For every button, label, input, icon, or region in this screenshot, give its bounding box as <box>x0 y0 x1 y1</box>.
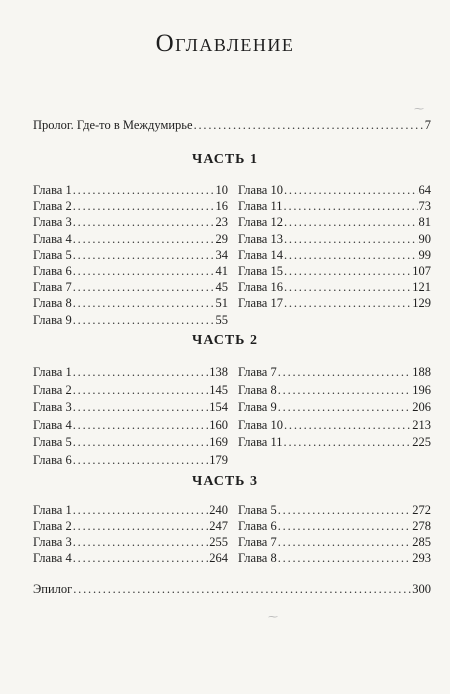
paper-mark: ⁓ <box>414 104 424 115</box>
entry-label: Глава 7 <box>238 535 277 549</box>
toc-entry[interactable] <box>33 502 228 519</box>
entry-page: 196 <box>412 382 431 397</box>
entry-label: Глава 8 <box>238 551 277 565</box>
toc-entry[interactable] <box>238 434 431 451</box>
dot-leader <box>284 182 418 199</box>
toc-entry[interactable] <box>33 382 228 399</box>
entry-page: 41 <box>215 264 228 278</box>
entry-page: 293 <box>412 551 431 565</box>
toc-entry[interactable] <box>33 295 228 312</box>
dot-leader <box>73 382 209 399</box>
dot-leader <box>284 214 418 231</box>
toc-entry[interactable] <box>238 382 431 399</box>
entry-label: Глава 9 <box>33 312 72 327</box>
toc-entry[interactable] <box>33 434 228 451</box>
entry-page: 264 <box>209 551 228 565</box>
toc-entry[interactable] <box>238 399 431 416</box>
dot-leader <box>73 550 209 567</box>
entry-page: 160 <box>209 417 228 432</box>
toc-entry-prologue[interactable] <box>33 117 431 134</box>
entry-label: Глава 3 <box>33 215 72 230</box>
toc-entry[interactable] <box>238 295 431 312</box>
toc-entry[interactable] <box>238 534 431 551</box>
entry-label: Глава 3 <box>33 535 72 549</box>
entry-label: Глава 7 <box>33 280 72 295</box>
entry-page: 272 <box>412 503 431 517</box>
entry-label: Глава 1 <box>33 365 72 379</box>
entry-label: Глава 1 <box>33 183 72 197</box>
toc-entry[interactable] <box>33 550 228 567</box>
entry-label: Глава 1 <box>33 503 72 517</box>
part-3-heading: ЧАСТЬ 3 <box>192 474 258 489</box>
entry-label: Глава 17 <box>238 296 283 311</box>
entry-page: 255 <box>209 535 228 549</box>
toc-entry[interactable] <box>238 198 431 215</box>
dot-leader <box>73 518 209 535</box>
entry-page: 121 <box>412 280 431 295</box>
toc-entry[interactable] <box>33 417 228 434</box>
entry-label: Глава 5 <box>33 435 72 449</box>
dot-leader <box>284 231 418 248</box>
entry-label: Глава 10 <box>238 183 283 197</box>
dot-leader <box>284 198 418 215</box>
entry-page: 64 <box>418 183 431 197</box>
toc-entry[interactable] <box>238 214 431 231</box>
dot-leader <box>73 399 209 416</box>
entry-page: 129 <box>412 296 431 311</box>
dot-leader <box>73 182 215 199</box>
toc-entry[interactable] <box>238 263 431 280</box>
entry-label: Глава 7 <box>238 365 277 379</box>
toc-entry[interactable] <box>238 417 431 434</box>
dot-leader <box>278 399 412 416</box>
entry-page: 73 <box>418 199 431 214</box>
dot-leader <box>284 295 411 312</box>
toc-entry[interactable] <box>33 198 228 215</box>
toc-entry[interactable] <box>33 214 228 231</box>
toc-entry[interactable] <box>33 364 228 381</box>
entry-label: Глава 5 <box>33 247 72 262</box>
entry-page: 29 <box>215 231 228 246</box>
entry-label: Глава 8 <box>33 296 72 311</box>
dot-leader <box>278 382 412 399</box>
entry-label: Глава 2 <box>33 519 72 533</box>
entry-page: 90 <box>418 231 431 246</box>
toc-entry[interactable] <box>238 502 431 519</box>
entry-label: Глава 13 <box>238 231 283 246</box>
dot-leader <box>284 247 418 264</box>
toc-entry[interactable] <box>238 279 431 296</box>
toc-entry[interactable] <box>33 182 228 199</box>
entry-label: Глава 4 <box>33 231 72 246</box>
dot-leader <box>73 198 215 215</box>
entry-page: 169 <box>209 435 228 449</box>
entry-page: 10 <box>215 183 228 197</box>
entry-page: 247 <box>209 519 228 533</box>
entry-page: 138 <box>209 365 228 379</box>
paper-mark: ⁓ <box>268 612 278 623</box>
toc-entry[interactable] <box>238 364 431 381</box>
dot-leader <box>73 295 215 312</box>
toc-entry[interactable] <box>33 534 228 551</box>
dot-leader <box>73 312 215 329</box>
entry-label: Глава 4 <box>33 551 72 565</box>
entry-page: 285 <box>412 535 431 549</box>
dot-leader <box>73 452 209 469</box>
toc-entry[interactable] <box>33 263 228 280</box>
dot-leader <box>284 279 411 296</box>
entry-page: 188 <box>412 365 431 379</box>
entry-label: Глава 9 <box>238 400 277 414</box>
dot-leader <box>278 518 412 535</box>
toc-entry[interactable] <box>33 247 228 264</box>
entry-label: Эпилог <box>33 582 73 596</box>
dot-leader <box>73 364 209 381</box>
entry-page: 300 <box>412 582 431 596</box>
entry-label: Глава 11 <box>238 199 283 214</box>
toc-entry[interactable] <box>33 279 228 296</box>
entry-page: 34 <box>215 247 228 262</box>
entry-label: Глава 12 <box>238 215 283 230</box>
entry-label: Глава 3 <box>33 400 72 414</box>
entry-page: 16 <box>215 199 228 214</box>
entry-label: Глава 6 <box>33 452 72 467</box>
entry-label: Глава 8 <box>238 382 277 397</box>
entry-page: 240 <box>209 503 228 517</box>
entry-label: Глава 16 <box>238 280 283 295</box>
toc-entry[interactable] <box>33 231 228 248</box>
toc-entry[interactable] <box>33 399 228 416</box>
dot-leader <box>73 502 209 519</box>
entry-label: Глава 5 <box>238 503 277 517</box>
entry-label: Глава 2 <box>33 199 72 214</box>
dot-leader <box>194 117 424 134</box>
entry-page: 145 <box>209 382 228 397</box>
dot-leader <box>73 534 209 551</box>
toc-entry[interactable] <box>238 231 431 248</box>
entry-label: Глава 6 <box>238 519 277 533</box>
page-title: Оглавление <box>155 30 295 57</box>
entry-page: 179 <box>209 452 228 467</box>
toc-entry[interactable] <box>238 247 431 264</box>
dot-leader <box>73 263 215 280</box>
entry-label: Пролог. Где-то в Междумирье <box>33 118 193 132</box>
entry-page: 51 <box>215 296 228 311</box>
toc-entry[interactable] <box>238 550 431 567</box>
dot-leader <box>73 214 215 231</box>
entry-page: 107 <box>412 264 431 278</box>
entry-page: 7 <box>424 118 431 132</box>
dot-leader <box>278 364 412 381</box>
dot-leader <box>73 434 209 451</box>
dot-leader <box>73 231 215 248</box>
toc-entry[interactable] <box>33 452 228 469</box>
dot-leader <box>73 247 215 264</box>
entry-label: Глава 14 <box>238 247 283 262</box>
dot-leader <box>73 417 209 434</box>
entry-label: Глава 15 <box>238 264 283 278</box>
dot-leader <box>73 279 215 296</box>
toc-entry[interactable] <box>33 518 228 535</box>
entry-page: 45 <box>215 280 228 295</box>
dot-leader <box>278 534 412 551</box>
dot-leader <box>73 581 411 598</box>
entry-page: 225 <box>412 435 431 449</box>
entry-page: 206 <box>412 400 431 414</box>
dot-leader <box>278 502 412 519</box>
entry-label: Глава 10 <box>238 417 283 432</box>
toc-entry[interactable] <box>33 312 228 329</box>
entry-page: 55 <box>215 312 228 327</box>
entry-label: Глава 2 <box>33 382 72 397</box>
entry-page: 154 <box>209 400 228 414</box>
dot-leader <box>278 550 412 567</box>
entry-page: 99 <box>418 247 431 262</box>
entry-label: Глава 4 <box>33 417 72 432</box>
entry-label: Глава 11 <box>238 435 283 449</box>
dot-leader <box>284 417 411 434</box>
entry-page: 213 <box>412 417 431 432</box>
entry-page: 81 <box>418 215 431 230</box>
toc-entry-epilogue[interactable] <box>33 581 431 598</box>
entry-label: Глава 6 <box>33 264 72 278</box>
toc-entry[interactable] <box>238 182 431 199</box>
dot-leader <box>284 263 411 280</box>
part-1-heading: ЧАСТЬ 1 <box>192 152 258 167</box>
entry-page: 278 <box>412 519 431 533</box>
dot-leader <box>284 434 412 451</box>
toc-entry[interactable] <box>238 518 431 535</box>
entry-page: 23 <box>215 215 228 230</box>
part-2-heading: ЧАСТЬ 2 <box>192 333 258 348</box>
